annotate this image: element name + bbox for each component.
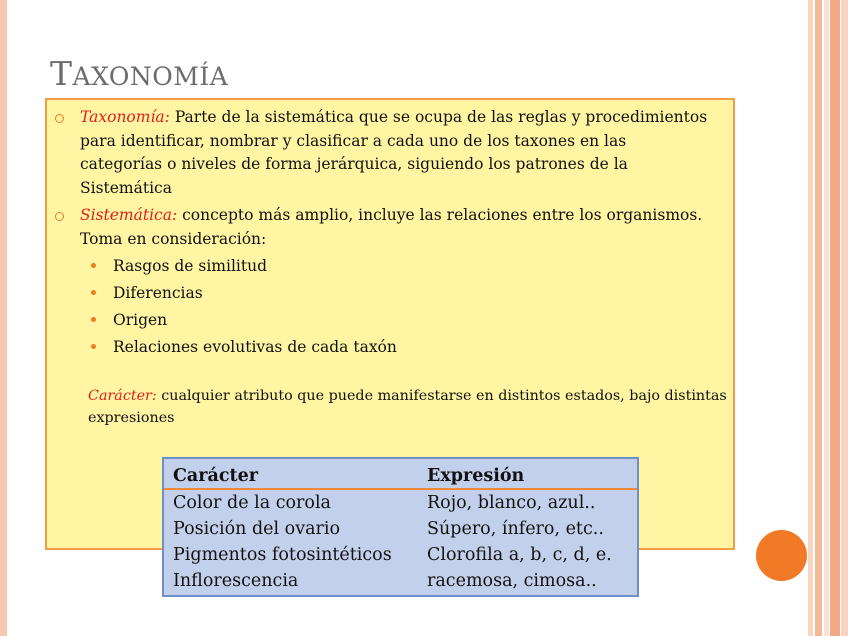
table-cell: Clorofila a, b, c, d, e. [427, 545, 612, 565]
table-row [164, 516, 637, 542]
ring-bullet-icon [55, 114, 64, 123]
sub-bullet-text: Rasgos de similitud [113, 257, 267, 275]
dot-bullet-icon [91, 344, 96, 349]
sub-bullet [113, 255, 267, 277]
table-cell: Súpero, ínfero, etc.. [427, 519, 604, 539]
dot-bullet-icon [91, 317, 96, 322]
bullet-text: concepto más amplio, incluye las relaciones entre los organismos. Toma en consideración: [80, 206, 703, 248]
dot-bullet-icon [91, 290, 96, 295]
table-row [164, 490, 637, 516]
sub-bullet-text: Relaciones evolutivas de cada taxón [113, 338, 397, 356]
sub-bullet [113, 309, 167, 331]
sub-bullet [113, 282, 203, 304]
title-initial: T [50, 54, 73, 93]
bullet-taxonomia [80, 106, 710, 200]
table-cell: Rojo, blanco, azul.. [427, 493, 596, 513]
slide-title [50, 53, 228, 98]
right-decor-stripe [830, 0, 840, 636]
caracter-note [88, 386, 738, 429]
term-caracter: Carácter: [88, 388, 157, 404]
table-row [164, 568, 637, 594]
dot-bullet-icon [91, 263, 96, 268]
table-header-cell: Carácter [173, 466, 258, 486]
table-cell: Inflorescencia [173, 571, 299, 591]
title-rest: AXONOMÍA [72, 62, 229, 91]
term-sistematica: Sistemática: [80, 206, 178, 224]
sub-bullet-text: Diferencias [113, 284, 203, 302]
sub-bullet [113, 336, 397, 358]
ring-bullet-icon [55, 212, 64, 221]
right-decor-stripe [815, 0, 822, 636]
table-cell: Pigmentos fotosintéticos [173, 545, 392, 565]
bullet-text: Parte de la sistemática que se ocupa de las reglas y procedimientos para identificar, nombrar y clasificar a cada uno de los taxones en las categorías o niveles de forma jerárquica, siguiendo los patrones de la Sistemática [80, 108, 708, 197]
table-cell: Posición del ovario [173, 519, 341, 539]
left-decor-stripe [0, 0, 7, 636]
table-cell: Color de la corola [173, 493, 331, 513]
sub-bullet-text: Origen [113, 311, 168, 329]
table-header-row [164, 463, 637, 489]
table-cell: racemosa, cimosa.. [427, 571, 597, 591]
right-decor-stripe [824, 0, 829, 636]
bullet-sistematica [80, 204, 710, 251]
right-decor-stripe [808, 0, 813, 636]
term-taxonomia: Taxonomía: [80, 108, 170, 126]
caracter-table [162, 457, 639, 597]
table-header-cell: Expresión [427, 466, 525, 486]
right-decor-stripe [841, 0, 848, 636]
note-text: cualquier atributo que puede manifestarse en distintos estados, bajo distintas expresiones [88, 388, 727, 426]
accent-circle [756, 530, 807, 581]
table-row [164, 542, 637, 568]
